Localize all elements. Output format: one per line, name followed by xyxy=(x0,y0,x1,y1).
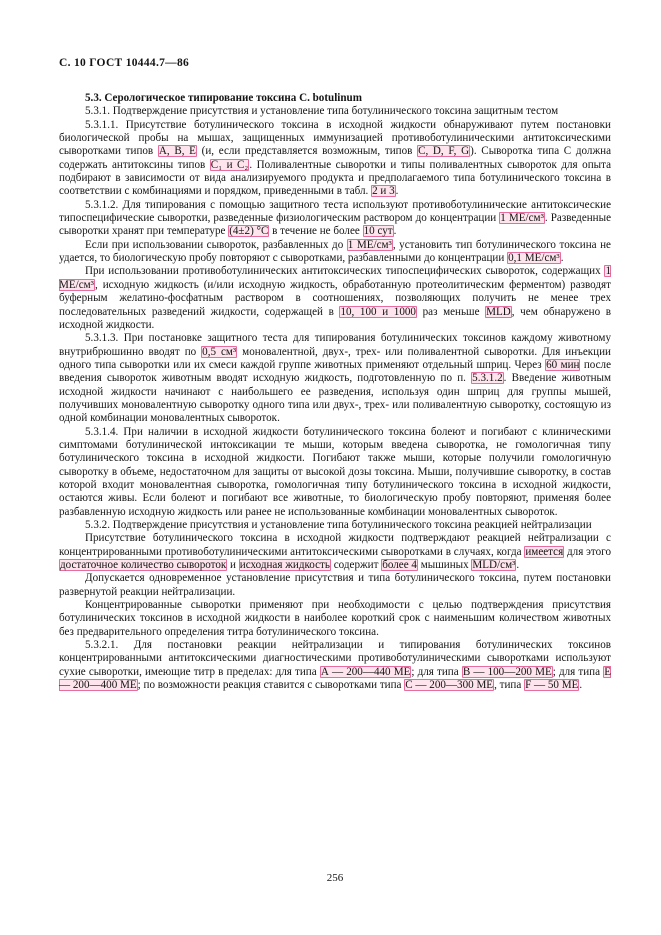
paragraph: Если при использовании сывороток, разбавленных до 1 МЕ/см³, установить тип ботулинического токсина не удается, то биологическую пробу повторяют с сыворотками, разбавленными до концентрации 0,1 МЕ/см³. xyxy=(59,238,611,265)
ocr-highlight-box: 10, 100 и 1000 xyxy=(340,305,416,318)
paragraph: 5.3.1.3. При постановке защитного теста для типирования ботулинических токсинов каждому животному внутрибрюшинно вводят по 0,5 см³ моновалентной, двух-, трех- или поливалентной сыворотки. Для инъекции одного типа сыворотки или их смеси каждой группе животных применяют отдельный шприц. Через 60 мин после введения сывороток животным вводят исходную жидкость, подготовленную по п. 5.3.1.2. Введение животным исходной жидкости начинают с наибольшего ее разведения, используя один шприц для группы мышей, получивших моновалентную сыворотку одного типа или двух-, трех- или поливалентную сыворотку, состоящую из одной комбинации моновалентных сывороток. xyxy=(59,332,612,425)
paragraph: 5.3.1. Подтверждение присутствия и установление типа ботулинического токсина защитным тестом xyxy=(85,105,559,118)
paragraph: 5.3.1.4. При наличии в исходной жидкости ботулинического токсина болеют и погибают с клиническими симптомами ботулинической интоксикации те мыши, которым введена сыворотка, не гомологичная типу ботулинического токсина в исходной жидкости. Погибают также мыши, которые получили гомологичную сыворотку в объеме, недостаточном для защиты от высокой дозы токсина. Мыши, получившие сыворотку, в состав которой входит моновалентная сыворотка, гомологичная типу ботулинического токсина в исходной жидкости, остаются живы. Если болеют и погибают все животные, то биологическую пробу повторяют, применяя более разбавленную исходную жидкость или ранее не использованные комбинации моновалентных сывороток. xyxy=(59,425,611,518)
ocr-highlight-box: MLD xyxy=(486,305,511,318)
ocr-highlight-box: 1 МЕ/см³ xyxy=(347,238,392,251)
ocr-highlight-box: С₁ и С₂ xyxy=(210,158,249,171)
ocr-highlight-box: С, D, F, G xyxy=(418,145,470,158)
ocr-highlight-box: В — 100—200 МЕ xyxy=(462,665,552,678)
ocr-highlight-box: достаточное количество сывороток xyxy=(60,559,227,572)
paragraph: 5.3. Серологическое типирование токсина C. botulinum xyxy=(85,92,362,104)
ocr-highlight-box: 5.3.1.2 xyxy=(472,372,503,385)
paragraph: Присутствие ботулинического токсина в исходной жидкости подтверждают реакцией нейтрализации с концентрированными противоботулиническими антитоксическими сыворотками в случаях, когда имеется для этого достаточное количество сывороток и исходная жидкость содержит более 4 мышиных MLD/см³. xyxy=(59,532,611,572)
ocr-highlight-box: 0,1 МЕ/см³ xyxy=(508,252,560,265)
ocr-highlight-box: F — 50 МЕ xyxy=(525,679,579,692)
paragraph: Допускается одновременное установление присутствия и типа ботулинического токсина, путем постановки развернутой реакции нейтрализации. xyxy=(59,572,611,598)
paragraph: 5.3.2.1. Для постановки реакции нейтрализации и типирования ботулинических токсинов концентрированными антитоксическими диагностическими противоботулиническими сыворотками используют сухие сыворотки, имеющие титр в пределах: для типа А — 200—440 МЕ; для типа В — 100—200 МЕ; для типа Е — 200—400 МЕ; по возможности реакция ставится с сыворотками типа С — 200—300 МЕ, типа F — 50 МЕ. xyxy=(59,639,611,692)
paragraph: 5.3.1.1. Присутствие ботулинического токсина в исходной жидкости обнаруживают путем постановки биологической пробы на мышах, защищенных иммунизацией противоботулиническими антитоксическими сыворотками типов А, В, Е (и, если представляется возможным, типов С, D, F, G). Сыворотка типа С должна содержать антитоксины типов С₁ и С₂. Поливалентные сыворотки и типы поливалентных сывороток для опыта подбирают в зависимости от вида анализируемого продукта и предполагаемого типа ботулинического токсина в соответствии с комбинациями и порядком, приведенными в табл. 2 и 3. xyxy=(59,118,612,198)
ocr-highlight-box: 1 МЕ/см³ xyxy=(500,212,544,225)
ocr-highlight-box: А, В, Е xyxy=(158,145,196,158)
page-header: С. 10 ГОСТ 10444.7—86 xyxy=(59,57,190,69)
ocr-highlight-box: 0,5 см³ xyxy=(202,345,237,358)
ocr-highlight-box: 2 и 3 xyxy=(372,185,395,198)
paragraph: 5.3.1.2. Для типирования с помощью защитного теста используют противоботулинические антитоксические типоспецифические сыворотки, разведенные физиологическим раствором до концентрации 1 МЕ/см³. Разведенные сыворотки хранят при температуре (4±2) °С в течение не более 10 сут. xyxy=(59,198,611,238)
ocr-highlight-box: исходная жидкость xyxy=(239,559,330,572)
ocr-highlight-box: MLD/см³ xyxy=(472,559,516,572)
paragraph: Концентрированные сыворотки применяют при необходимости с целью подтверждения присутствия ботулинических токсинов в исходной жидкости в наиболее короткий срок с наименьшим количеством животных без предварительного определения титра ботулинического токсина. xyxy=(59,599,611,638)
document-body xyxy=(59,92,611,692)
ocr-highlight-box: (4±2) °С xyxy=(229,225,269,238)
ocr-highlight-box: Е — 200—400 МЕ xyxy=(59,665,611,692)
ocr-highlight-box: 10 сут xyxy=(363,225,393,238)
page-number: 256 xyxy=(326,872,344,884)
ocr-highlight-box: С — 200—300 МЕ xyxy=(405,679,494,692)
ocr-highlight-box: 1 МЕ/см³ xyxy=(59,265,611,291)
ocr-highlight-box: 60 мин xyxy=(546,358,580,371)
paragraph: 5.3.2. Подтверждение присутствия и установление типа ботулинического токсина реакцией нейтрализации xyxy=(85,519,592,531)
paragraph: При использовании противоботулинических антитоксических типоспецифических сывороток, содержащих 1 МЕ/см³, исходную жидкость (и/или исходную жидкость, обработанную протеолитическим ферментом) разводят буферным желатино-фосфатным раствором в соотношениях, позволяющих получить не менее трех последовательных разведений жидкости, содержащей в 10, 100 и 1000 раз меньше MLD, чем обнаружено в исходной жидкости. xyxy=(59,265,611,331)
ocr-highlight-box: имеется xyxy=(525,545,564,558)
ocr-highlight-box: А — 200—440 МЕ xyxy=(320,665,411,678)
ocr-highlight-box: более 4 xyxy=(382,559,417,572)
